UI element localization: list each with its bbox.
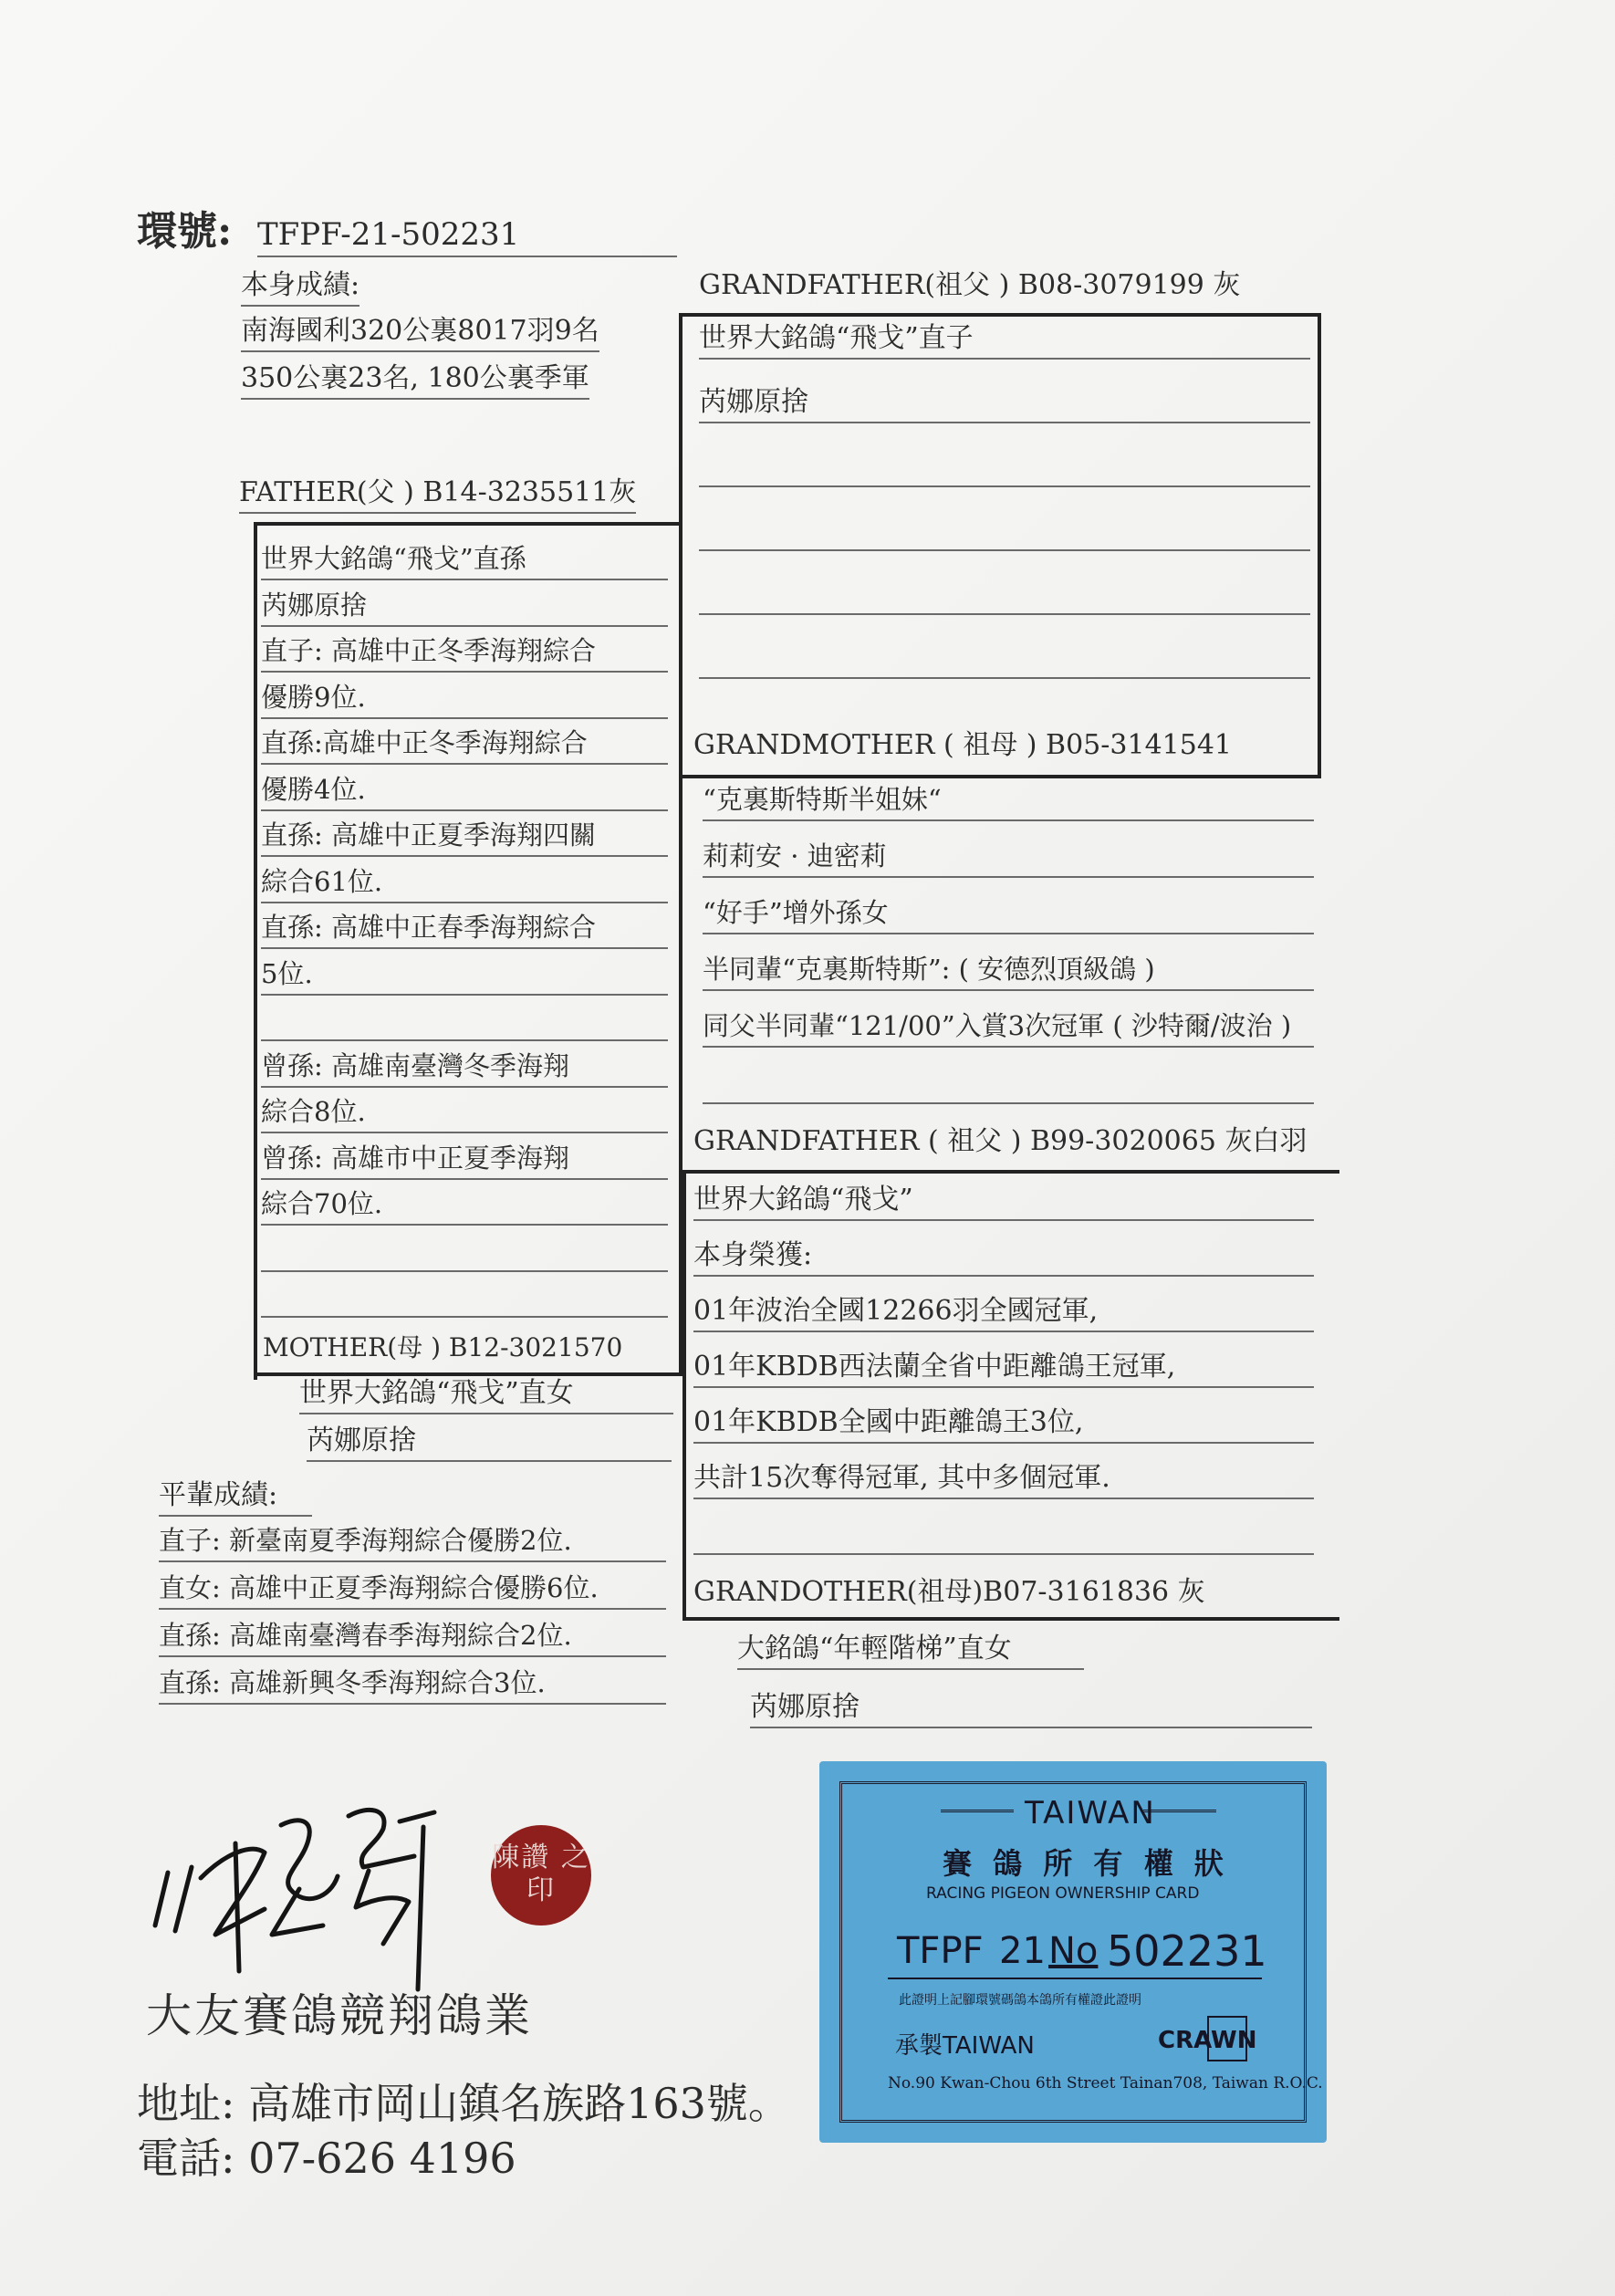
father-line: 優勝9位. <box>261 684 668 719</box>
grandmother-1-line: “克裏斯特斯半姐妹“ <box>703 787 1314 821</box>
grandfather-1-line <box>699 644 1310 679</box>
card-subtitle: RACING PIGEON OWNERSHIP CARD <box>926 1884 1200 1903</box>
grandfather-1-line <box>699 453 1310 487</box>
mother-line-2: 芮娜原捨 <box>307 1427 672 1462</box>
ring-label: 環號: <box>137 208 233 255</box>
grandfather-2-line: 01年KBDB全國中距離鴿王3位, <box>693 1409 1314 1444</box>
father-line: 曾孫: 高雄南臺灣冬季海翔 <box>261 1053 668 1088</box>
grandmother-1-line: 莉莉安 · 迪密莉 <box>703 843 1314 878</box>
father-line: 芮娜原捨 <box>261 592 668 627</box>
card-ring-prefix: TFPF <box>897 1930 984 1972</box>
grandmother-2-header: GRANDOTHER(祖母)B07-3161836 灰 <box>693 1576 1205 1608</box>
card-ring-year: 21 <box>999 1930 1046 1972</box>
grandfather-1-bracket-top <box>679 313 1321 317</box>
father-line: 直孫: 高雄中正春季海翔綜合 <box>261 914 668 949</box>
grandfather-2-line: 01年KBDB西法蘭全省中距離鴿王冠軍, <box>693 1353 1314 1388</box>
father-line: 直孫:高雄中正冬季海翔綜合 <box>261 730 668 765</box>
grandfather-2-line: 共計15次奪得冠軍, 其中多個冠軍. <box>693 1465 1314 1499</box>
father-line: 世界大銘鴿“飛戈”直孫 <box>261 546 668 580</box>
self-results-line-1: 南海國利320公裏8017羽9名 <box>241 318 599 352</box>
grandmother-1-bracket-right <box>1318 313 1321 778</box>
father-line <box>261 1237 668 1272</box>
grandfather-2-header: GRANDFATHER ( 祖父 ) B99-3020065 灰白羽 <box>693 1125 1308 1157</box>
card-number-rule <box>888 1978 1262 1979</box>
red-seal-stamp <box>491 1825 591 1926</box>
company-address: 地址: 高雄市岡山鎮名族路163號。 <box>137 2079 790 2128</box>
card-brand-stamp <box>1207 2016 1247 2061</box>
father-bracket <box>254 522 257 1380</box>
sibling-line: 直子: 新臺南夏季海翔綜合優勝2位. <box>159 1528 666 1562</box>
father-line: 曾孫: 高雄市中正夏季海翔 <box>261 1145 668 1180</box>
father-line: 優勝4位. <box>261 777 668 811</box>
father-line: 綜合70位. <box>261 1191 668 1226</box>
card-maker: 承製TAIWAN <box>895 2032 1035 2060</box>
grandmother-1-line: 同父半同輩“121/00”入賞3次冠軍 ( 沙特爾/波治 ) <box>703 1013 1314 1048</box>
sibling-line: 直孫: 高雄新興冬季海翔綜合3位. <box>159 1670 666 1705</box>
company-phone: 電話: 07-626 4196 <box>137 2134 516 2183</box>
sibling-results-heading: 平輩成績: <box>159 1482 312 1517</box>
self-results-heading: 本身成績: <box>241 272 359 307</box>
card-top-rule-right <box>1143 1810 1216 1812</box>
grandfather-1-header: GRANDFATHER(祖父 ) B08-3079199 灰 <box>699 269 1241 301</box>
self-results-line-2: 350公裏23名, 180公裏季軍 <box>241 365 589 400</box>
card-top-rule-left <box>941 1810 1014 1812</box>
father-bracket-top <box>254 522 682 526</box>
grandmother-2-line-1: 大銘鴿“年輕階梯”直女 <box>737 1635 1084 1670</box>
father-line: 直孫: 高雄中正夏季海翔四關 <box>261 822 668 857</box>
father-line: 綜合8位. <box>261 1099 668 1133</box>
card-top-label: TAIWAN <box>1025 1795 1156 1832</box>
father-header: FATHER(父 ) B14-3235511灰 <box>239 479 636 514</box>
card-ring-number: 502231 <box>1107 1926 1267 1976</box>
grandfather-2-line: 本身榮獲: <box>693 1242 1314 1277</box>
card-address: No.90 Kwan-Chou 6th Street Tainan708, Taiwan R.O.C. <box>888 2074 1323 2092</box>
father-line <box>261 1283 668 1318</box>
mother-line-1: 世界大銘鴿“飛戈”直女 <box>299 1380 673 1414</box>
card-note: 此證明上記腳環號碼鴿本鴿所有權證此證明 <box>899 1993 1141 2008</box>
grandfather-1-line: 芮娜原捨 <box>699 389 1310 423</box>
grandfather-1-line <box>699 580 1310 615</box>
card-brand: CRAWN <box>1158 2027 1257 2054</box>
sibling-line: 直孫: 高雄南臺灣春季海翔綜合2位. <box>159 1623 666 1657</box>
grandfather-2-bracket-top <box>682 1170 1339 1174</box>
father-line: 5位. <box>261 961 668 996</box>
ring-number: TFPF-21-502231 <box>257 219 677 257</box>
grandmother-1-header: GRANDMOTHER ( 祖母 ) B05-3141541 <box>693 729 1233 761</box>
mother-bracket <box>254 1372 682 1376</box>
sibling-line: 直女: 高雄中正夏季海翔綜合優勝6位. <box>159 1575 666 1610</box>
grandmother-2-bracket <box>682 1617 1339 1621</box>
signature <box>144 1789 454 1999</box>
grandmother-1-line: “好手”增外孫女 <box>703 900 1314 934</box>
grandfather-2-line <box>693 1520 1314 1555</box>
grandfather-2-line: 世界大銘鴿“飛戈” <box>693 1186 1314 1221</box>
seal-text: 陳讚 之印 <box>492 1842 590 1906</box>
grandfather-1-line: 世界大銘鴿“飛戈”直子 <box>699 325 1310 360</box>
card-title: 賽 鴿 所 有 權 狀 <box>943 1846 1229 1881</box>
father-line: 綜合61位. <box>261 869 668 903</box>
father-line: 直子: 高雄中正冬季海翔綜合 <box>261 638 668 673</box>
grandmother-1-line <box>703 1070 1314 1104</box>
mother-header: MOTHER(母 ) B12-3021570 <box>263 1332 623 1362</box>
grandfather-1-bracket <box>679 313 682 778</box>
father-line <box>261 1007 668 1041</box>
grandmother-1-bracket <box>679 775 1321 778</box>
card-ring-no-label: No <box>1048 1930 1099 1972</box>
grandmother-1-line: 半同輩“克裏斯特斯”: ( 安德烈頂級鴿 ) <box>703 956 1314 991</box>
grandmother-2-line-2: 芮娜原捨 <box>750 1694 1312 1728</box>
grandfather-1-line <box>699 517 1310 551</box>
grandfather-2-bracket <box>682 1170 686 1621</box>
company-name: 大友賽鴿競翔鴿業 <box>146 1989 533 2042</box>
grandfather-2-line: 01年波治全國12266羽全國冠軍, <box>693 1298 1314 1332</box>
ownership-card <box>819 1761 1327 2143</box>
card-border <box>839 1781 1323 2123</box>
